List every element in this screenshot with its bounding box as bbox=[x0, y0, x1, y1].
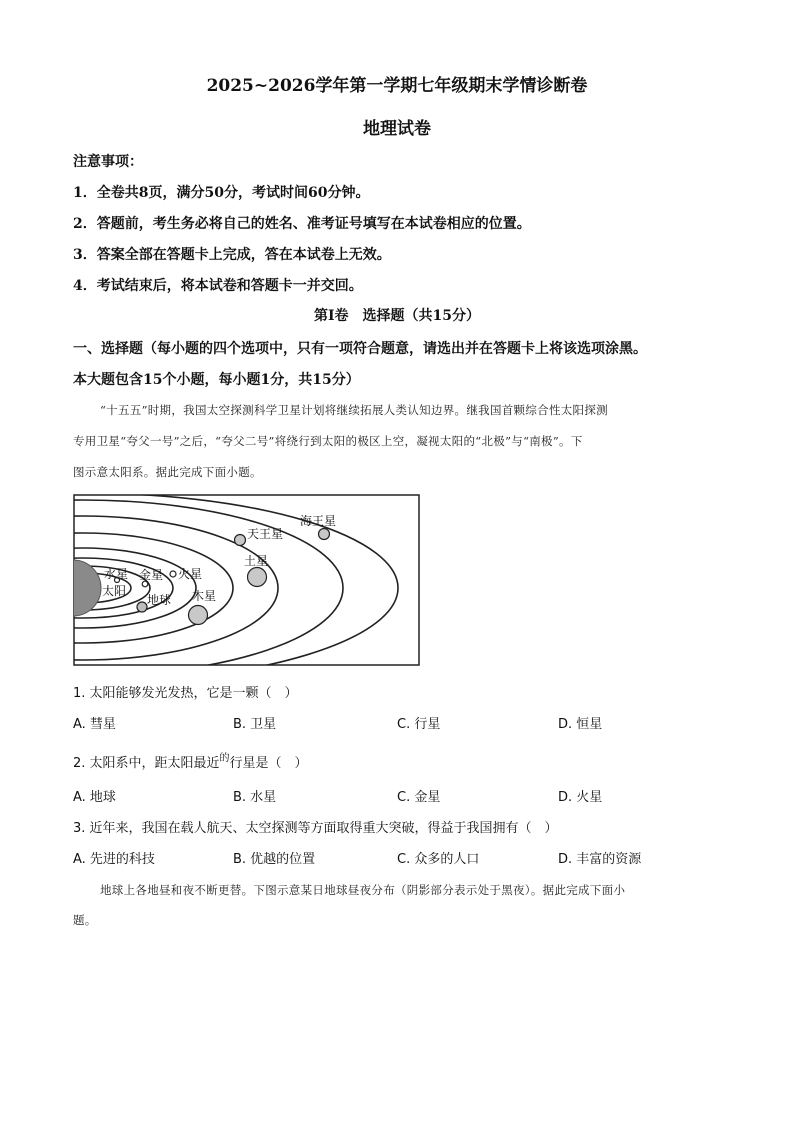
passage2-line1: 地球上各地昼和夜不断更替。下图示意某日地球昼夜分布（阴影部分表示处于黑夜）。据此完成下面小 bbox=[100, 883, 626, 897]
question-2-option-d[interactable]: D. 火星 bbox=[558, 790, 603, 805]
notes-heading: 注意事项： bbox=[73, 154, 143, 170]
neptune-dot bbox=[319, 529, 330, 540]
section-instruction-line2: 本大题包含15个小题，每小题1分，共15分） bbox=[73, 372, 360, 388]
note-item-3: 3．答案全部在答题卡上完成，答在本试卷上无效。 bbox=[73, 247, 391, 263]
question-1-option-d[interactable]: D. 恒星 bbox=[558, 717, 603, 732]
label-neptune: 海王星 bbox=[300, 514, 337, 528]
exam-title: 2025~2026学年第一学期七年级期末学情诊断卷 bbox=[206, 76, 588, 96]
note-item-2: 2．答题前，考生务必将自己的姓名、准考证号填写在本试卷相应的位置。 bbox=[73, 216, 531, 232]
note-item-1: 1．全卷共8页，满分50分，考试时间60分钟。 bbox=[73, 185, 370, 201]
question-2-stem bbox=[73, 752, 308, 771]
exam-subject: 地理试卷 bbox=[363, 119, 431, 139]
note-item-4: 4．考试结束后，将本试卷和答题卡一并交回。 bbox=[73, 278, 363, 294]
passage1-line2: 专用卫星“夸父一号”之后，“夸父二号”将绕行到太阳的极区上空，凝视太阳的“北极”与“南极”。下 bbox=[73, 434, 583, 448]
question-3-option-b[interactable]: B. 优越的位置 bbox=[233, 852, 316, 867]
uranus-dot bbox=[235, 535, 246, 546]
jupiter-dot bbox=[189, 606, 208, 625]
passage1-line1: “十五五”时期，我国太空探测科学卫星计划将继续拓展人类认知边界。继我国首颗综合性太阳探测 bbox=[100, 403, 608, 417]
passage2-line2: 题。 bbox=[73, 913, 97, 927]
venus-dot bbox=[142, 581, 148, 587]
label-uranus: 天王星 bbox=[247, 527, 284, 541]
question-2-stem-end: 行星是（ ） bbox=[229, 756, 308, 771]
passage1-line3: 图示意太阳系。据此完成下面小题。 bbox=[73, 465, 262, 479]
question-2-stem-start: 2. 太阳系中，距太阳最近 bbox=[73, 756, 220, 771]
section-title: 第Ⅰ卷 选择题（共15分） bbox=[313, 308, 481, 324]
earth-dot bbox=[137, 602, 147, 612]
label-venus: 金星 bbox=[139, 568, 164, 582]
question-1-option-a[interactable]: A. 彗星 bbox=[73, 717, 116, 732]
question-1-option-c[interactable]: C. 行星 bbox=[397, 717, 441, 732]
question-2-option-c[interactable]: C. 金星 bbox=[397, 790, 441, 805]
question-3-option-a[interactable]: A. 先进的科技 bbox=[73, 852, 155, 867]
question-1-option-b[interactable]: B. 卫星 bbox=[233, 717, 277, 732]
label-jupiter: 木星 bbox=[192, 589, 217, 603]
label-sun: 太阳 bbox=[102, 584, 127, 598]
question-3-option-d[interactable]: D. 丰富的资源 bbox=[558, 852, 642, 867]
solar-system-diagram bbox=[73, 494, 420, 666]
question-3-stem: 3. 近年来，我国在载人航天、太空探测等方面取得重大突破，得益于我国拥有（ ） bbox=[73, 821, 558, 836]
question-2-option-b[interactable]: B. 水星 bbox=[233, 790, 277, 805]
question-2-stem-mark: 的 bbox=[219, 753, 230, 764]
question-1-stem: 1. 太阳能够发光发热，它是一颗（ ） bbox=[73, 686, 298, 701]
section-instruction-line1: 一、选择题（每小题的四个选项中，只有一项符合题意，请选出并在答题卡上将该选项涂黑。 bbox=[73, 341, 647, 357]
question-3-option-c[interactable]: C. 众多的人口 bbox=[397, 852, 480, 867]
label-earth: 地球 bbox=[147, 593, 172, 607]
label-mars: 火星 bbox=[178, 567, 203, 581]
label-saturn: 土星 bbox=[244, 554, 269, 568]
saturn-dot bbox=[248, 568, 267, 587]
mars-dot bbox=[170, 571, 176, 577]
label-mercury: 水星 bbox=[104, 567, 129, 581]
question-2-option-a[interactable]: A. 地球 bbox=[73, 790, 116, 805]
